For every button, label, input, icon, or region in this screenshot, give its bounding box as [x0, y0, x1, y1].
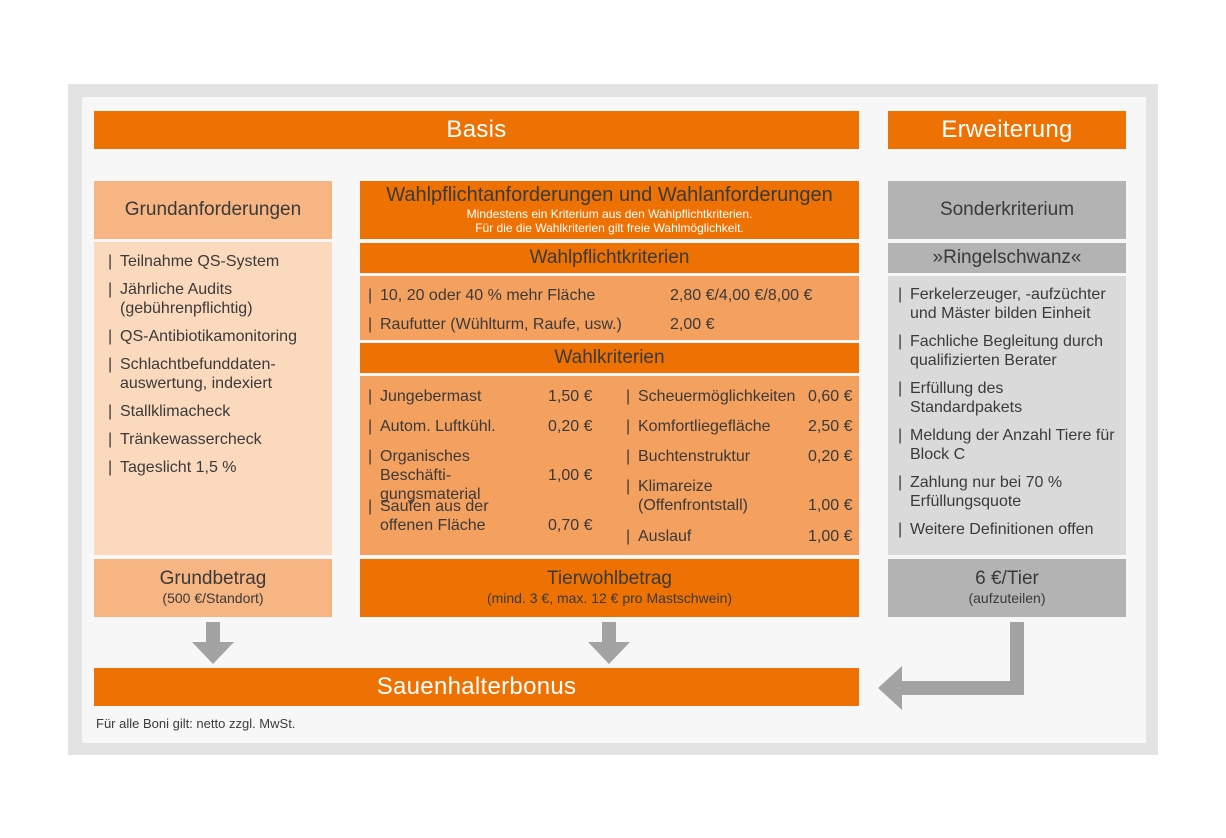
wahl-label: | Jungebermast — [368, 387, 481, 406]
basis-header — [94, 111, 859, 149]
wahl-value: 1,00 € — [548, 467, 593, 484]
footnote: Für alle Boni gilt: netto zzgl. MwSt. — [96, 716, 296, 731]
wahl-label: | Autom. Luftkühl. — [368, 417, 496, 436]
wahl-value: 1,50 € — [548, 388, 593, 405]
list-item: | Teilnahme QS-System — [108, 252, 322, 271]
wahl-label: | Saufen aus der offenen Fläche — [368, 497, 500, 535]
pflicht-box — [360, 276, 859, 340]
wahl-value: 1,00 € — [808, 497, 853, 514]
sonder-title: Sonderkriterium — [939, 199, 1075, 220]
pflicht-label: | 10, 20 oder 40 % mehr Fläche — [368, 286, 595, 305]
erweiterung-header-label: Erweiterung — [941, 116, 1073, 143]
grund-list — [108, 252, 322, 477]
list-item: | Ferkelerzeuger, -aufzüchter und Mäster bilden Einheit — [898, 285, 1110, 323]
sonder-amount: 6 €/Tier — [975, 568, 1039, 589]
wahl-value: 2,50 € — [808, 418, 853, 435]
wahl-value: 0,70 € — [548, 517, 593, 534]
pflicht-value: 2,80 €/4,00 €/8,00 € — [670, 287, 813, 304]
list-item: | Tränkewassercheck — [108, 430, 322, 449]
wahl-label: | Auslauf — [626, 527, 691, 546]
wahlkrit-title: Wahlkriterien — [554, 347, 665, 368]
wahl-value: 0,20 € — [808, 448, 853, 465]
down-arrow-icon — [588, 622, 630, 664]
bonus-bar — [94, 668, 859, 706]
grund-footer-box — [94, 559, 332, 617]
bonus-title: Sauenhalterbonus — [376, 673, 577, 700]
wahl-title-box — [360, 181, 859, 239]
wahl-value: 0,20 € — [548, 418, 593, 435]
grundbetrag-title: Grundbetrag — [159, 568, 267, 589]
pflicht-title: Wahlpflichtkriterien — [529, 247, 690, 268]
sonder-list-box — [888, 276, 1126, 555]
sonder-title-box — [888, 181, 1126, 239]
down-arrow-icon — [192, 622, 234, 664]
elbow-arrow-icon — [876, 622, 1036, 710]
pflicht-label: | Raufutter (Wühlturm, Raufe, usw.) — [368, 315, 622, 334]
list-item: | Meldung der Anzahl Tiere für Block C — [898, 426, 1115, 464]
wahlkrit-box — [360, 376, 859, 555]
tierwohlbetrag-sub: (mind. 3 €, max. 12 € pro Mastschwein) — [486, 590, 733, 606]
grund-list-box — [94, 242, 332, 555]
pflicht-value: 2,00 € — [670, 316, 715, 333]
list-item: | Zahlung nur bei 70 % Erfüllungsquote — [898, 473, 1070, 511]
tierwohlbetrag-title: Tierwohlbetrag — [547, 568, 672, 589]
wahl-note-1: Mindestens ein Kriterium aus den Wahlpflichtkriterien. — [466, 207, 753, 221]
list-item: | Fachliche Begleitung durch qualifizierten Berater — [898, 332, 1110, 370]
list-item: | Jährliche Audits (gebührenpflichtig) — [108, 280, 250, 318]
grundbetrag-sub: (500 €/Standort) — [162, 590, 264, 606]
grund-title-box — [94, 181, 332, 239]
wahl-label: | Organisches Beschäfti-gungsmaterial — [368, 447, 540, 504]
list-item: | Weitere Definitionen offen — [898, 520, 1116, 539]
wahl-value: 0,60 € — [808, 388, 853, 405]
basis-header-label: Basis — [446, 116, 507, 143]
sonder-list — [898, 285, 1116, 539]
list-item: | Tageslicht 1,5 % — [108, 458, 322, 477]
wahl-title: Wahlpflichtanforderungen und Wahlanforderungen — [386, 184, 833, 206]
wahl-note-2: Für die die Wahlkriterien gilt freie Wahlmöglichkeit. — [475, 221, 744, 235]
wahlkrit-title-box — [360, 343, 859, 373]
ringel-title-box — [888, 243, 1126, 273]
list-item: | Schlachtbefunddaten-auswertung, indexiert — [108, 355, 285, 393]
pflicht-title-box — [360, 243, 859, 273]
list-item: | QS-Antibiotikamonitoring — [108, 327, 322, 346]
sonder-footer-box — [888, 559, 1126, 617]
list-item: | Stallklimacheck — [108, 402, 322, 421]
wahl-label: | Klimareize (Offenfrontstall) — [626, 477, 758, 515]
wahl-label: | Buchtenstruktur — [626, 447, 750, 466]
sonder-amount-sub: (aufzuteilen) — [968, 590, 1046, 606]
ringel-title: »Ringelschwanz« — [932, 247, 1082, 268]
wahl-label: | Scheuermöglichkeiten — [626, 387, 795, 406]
wahl-value: 1,00 € — [808, 528, 853, 545]
grund-title: Grundanforderungen — [124, 199, 302, 220]
wahl-footer-box — [360, 559, 859, 617]
erweiterung-header — [888, 111, 1126, 149]
wahl-label: | Komfortliegefläche — [626, 417, 771, 436]
list-item: | Erfüllung des Standardpakets — [898, 379, 1116, 417]
